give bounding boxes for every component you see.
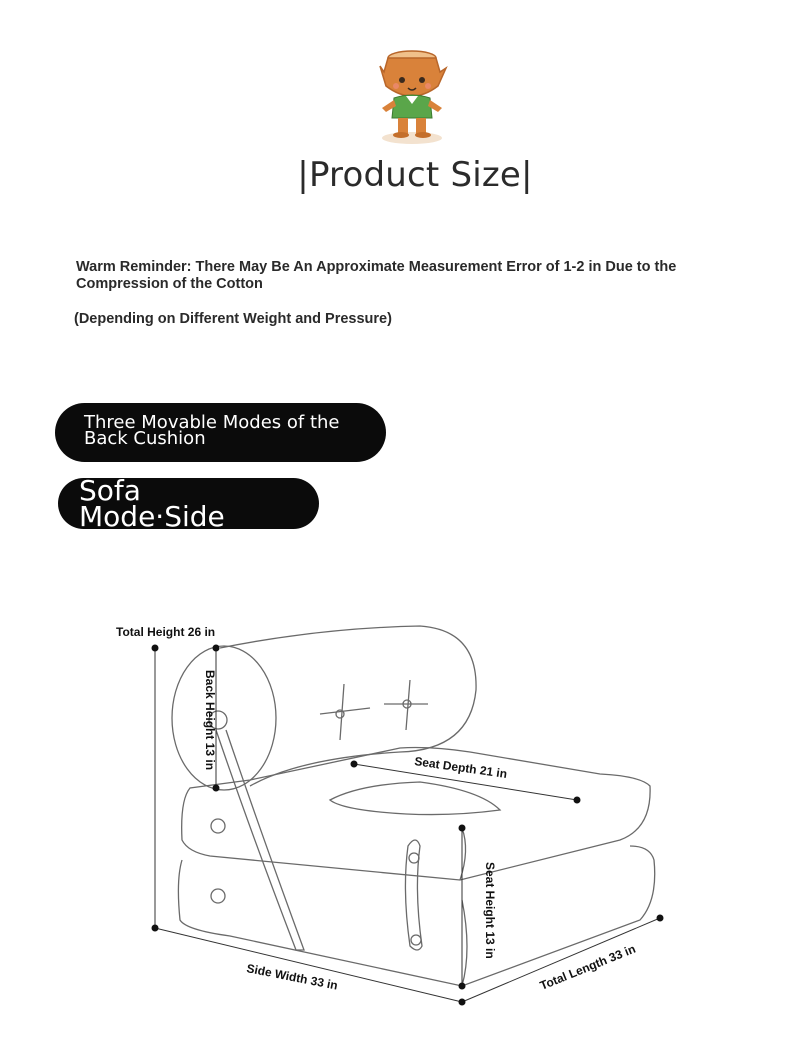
dimension-points [152, 645, 664, 1006]
mascot-logo-icon [372, 46, 452, 146]
dimension-lines [155, 648, 660, 1002]
sofa-dimension-diagram [0, 600, 790, 1030]
back-height-label: Back Height 13 in [203, 670, 217, 771]
total-length-label: Total Length 33 in [537, 941, 638, 993]
mode-name-label: Sofa Mode·Side [79, 478, 225, 529]
mode-name-badge [58, 478, 319, 529]
side-width-label: Side Width 33 in [245, 961, 339, 993]
warm-reminder-text: Warm Reminder: There May Be An Approximate Measurement Error of 1-2 in Due to the Compression of the Cotton [76, 259, 677, 292]
seat-depth-label: Seat Depth 21 in [413, 754, 508, 781]
page-title: |Product Size| [297, 155, 533, 195]
pressure-note-text: (Depending on Different Weight and Pressure) [74, 311, 392, 327]
sofa-outline [172, 626, 655, 986]
total-height-label: Total Height 26 in [116, 625, 216, 639]
seat-height-label: Seat Height 13 in [483, 862, 497, 959]
modes-badge [55, 403, 386, 462]
modes-badge-label: Three Movable Modes of the Back Cushion [84, 412, 340, 449]
